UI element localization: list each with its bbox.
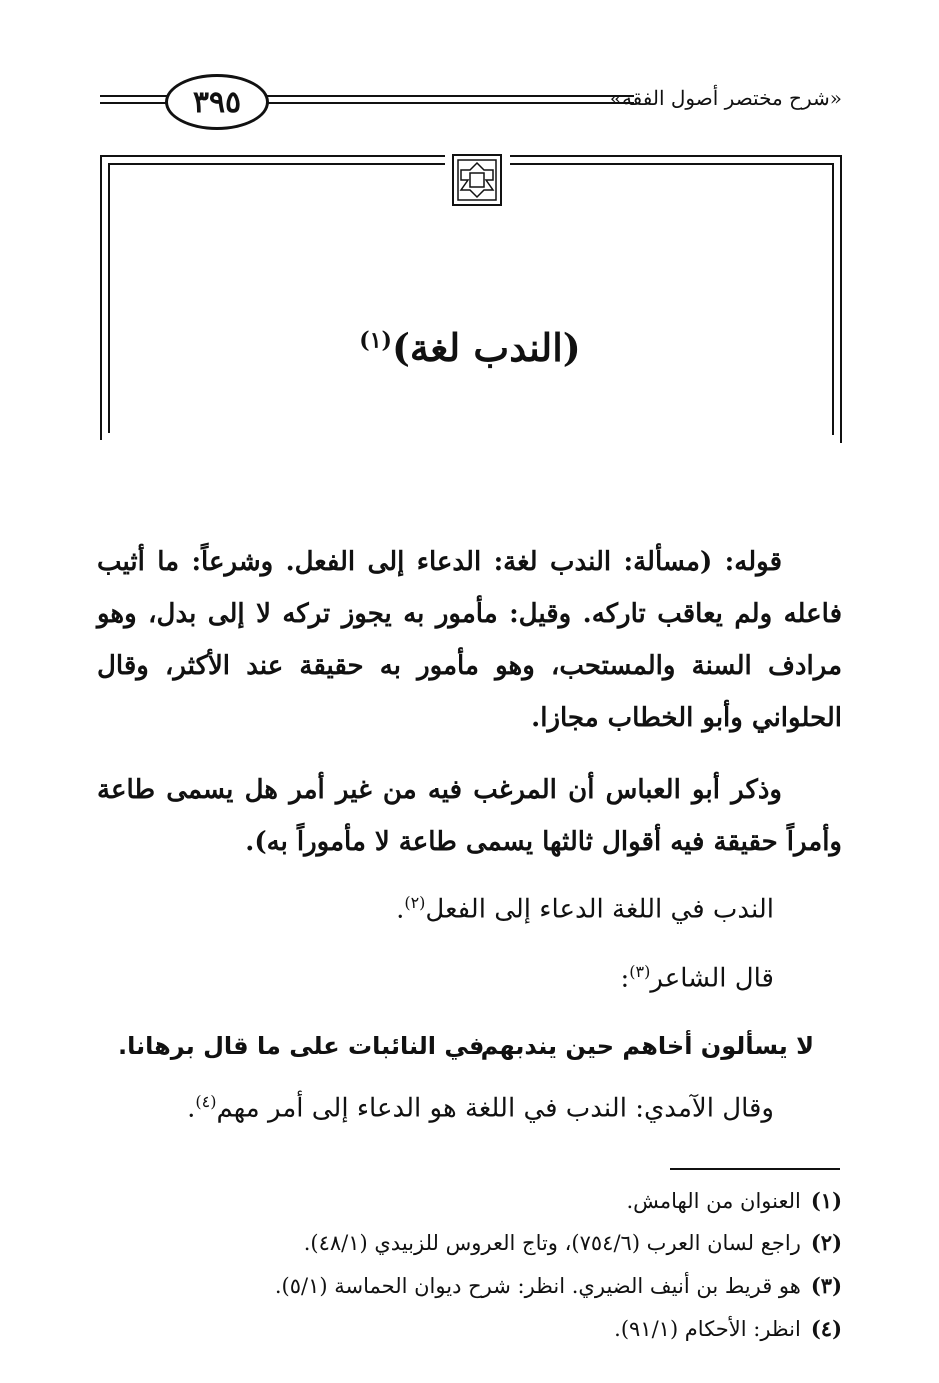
chapter-title — [200, 325, 740, 370]
line-poet-end: : — [620, 963, 630, 994]
line-amidi — [187, 1092, 774, 1124]
page-number-text: ٣٩٥ — [192, 84, 242, 120]
line-amidi-text: وقال الآمدي: الندب في اللغة هو الدعاء إلى أمر مهم — [216, 1093, 774, 1124]
paragraph-2: وذكر أبو العباس أن المرغب فيه من غير أمر هل يسمى طاعة وأمراً حقيقة فيه أقوال ثالثها يسمى طاعة لا مأموراً به). — [97, 775, 842, 857]
frame-top-rule-left-outer — [100, 155, 445, 157]
header-rule-left-2 — [100, 102, 168, 104]
line-poet-text: قال الشاعر — [650, 963, 774, 994]
frame-right-inner — [832, 163, 834, 435]
footnote-3-text: هو قريط بن أنيف الضيري. انظر: شرح ديوان الحماسة (٥/١). — [274, 1274, 801, 1298]
line-poet-ref: (٣) — [629, 962, 651, 981]
chapter-footnote-ref: (١) — [359, 327, 392, 354]
footnote-2-text: راجع لسان العرب (٧٥٤/٦)، وتاج العروس للزبيدي (٤٨/١). — [303, 1231, 801, 1255]
frame-top-rule-right-inner — [510, 163, 834, 165]
frame-right-outer — [840, 155, 842, 443]
chapter-title-text: (الندب لغة) — [391, 325, 581, 370]
line-definition — [396, 893, 774, 925]
header-rule-right-1 — [262, 95, 634, 97]
footnote-2 — [304, 1230, 842, 1255]
header-rule-left-1 — [100, 95, 168, 97]
frame-left-outer — [100, 155, 102, 440]
footnote-4-num: (٤) — [810, 1316, 842, 1341]
header-rule-right-2 — [262, 102, 634, 104]
frame-top-rule-left-inner — [108, 163, 445, 165]
footnote-4-text: انظر: الأحكام (٩١/١). — [614, 1317, 801, 1341]
verse-second-hemistich: في النائبات على ما قال برهانا. — [118, 1032, 485, 1060]
footnote-3 — [275, 1273, 842, 1298]
line-definition-text: الندب في اللغة الدعاء إلى الفعل — [425, 894, 774, 925]
footnote-2-num: (٢) — [810, 1230, 842, 1255]
line-amidi-ref: (٤) — [195, 1092, 217, 1111]
ornament-icon — [451, 153, 503, 207]
page-number — [165, 74, 269, 130]
line-definition-end: . — [396, 894, 405, 925]
footnote-1 — [626, 1188, 842, 1213]
footnote-separator — [670, 1168, 840, 1170]
line-definition-ref: (٢) — [404, 893, 426, 912]
footnote-1-num: (١) — [810, 1188, 842, 1213]
frame-left-inner — [108, 163, 110, 433]
paragraph-1: قوله: (مسألة: الندب لغة: الدعاء إلى الفعل. وشرعاً: ما أثيب فاعله ولم يعاقب تاركه. وقيل: مأمور به يجوز تركه لا إلى بدل، وهو مرادف السنة والمستحب، وهو مأمور به حقيقة عند الأكثر، وقال الحلواني وأبو الخطاب مجازا. — [97, 547, 842, 733]
footnote-3-num: (٣) — [810, 1273, 842, 1298]
frame-top-rule-right-outer — [510, 155, 842, 157]
running-title: «شرح مختصر أصول الفقه» — [609, 86, 842, 110]
line-poet — [621, 962, 775, 994]
footnote-4 — [614, 1316, 842, 1341]
line-amidi-end: . — [187, 1093, 196, 1124]
verse-first-hemistich: لا يسألون أخاهم حين يندبهم — [480, 1032, 814, 1060]
footnote-1-text: العنوان من الهامش. — [626, 1189, 801, 1213]
